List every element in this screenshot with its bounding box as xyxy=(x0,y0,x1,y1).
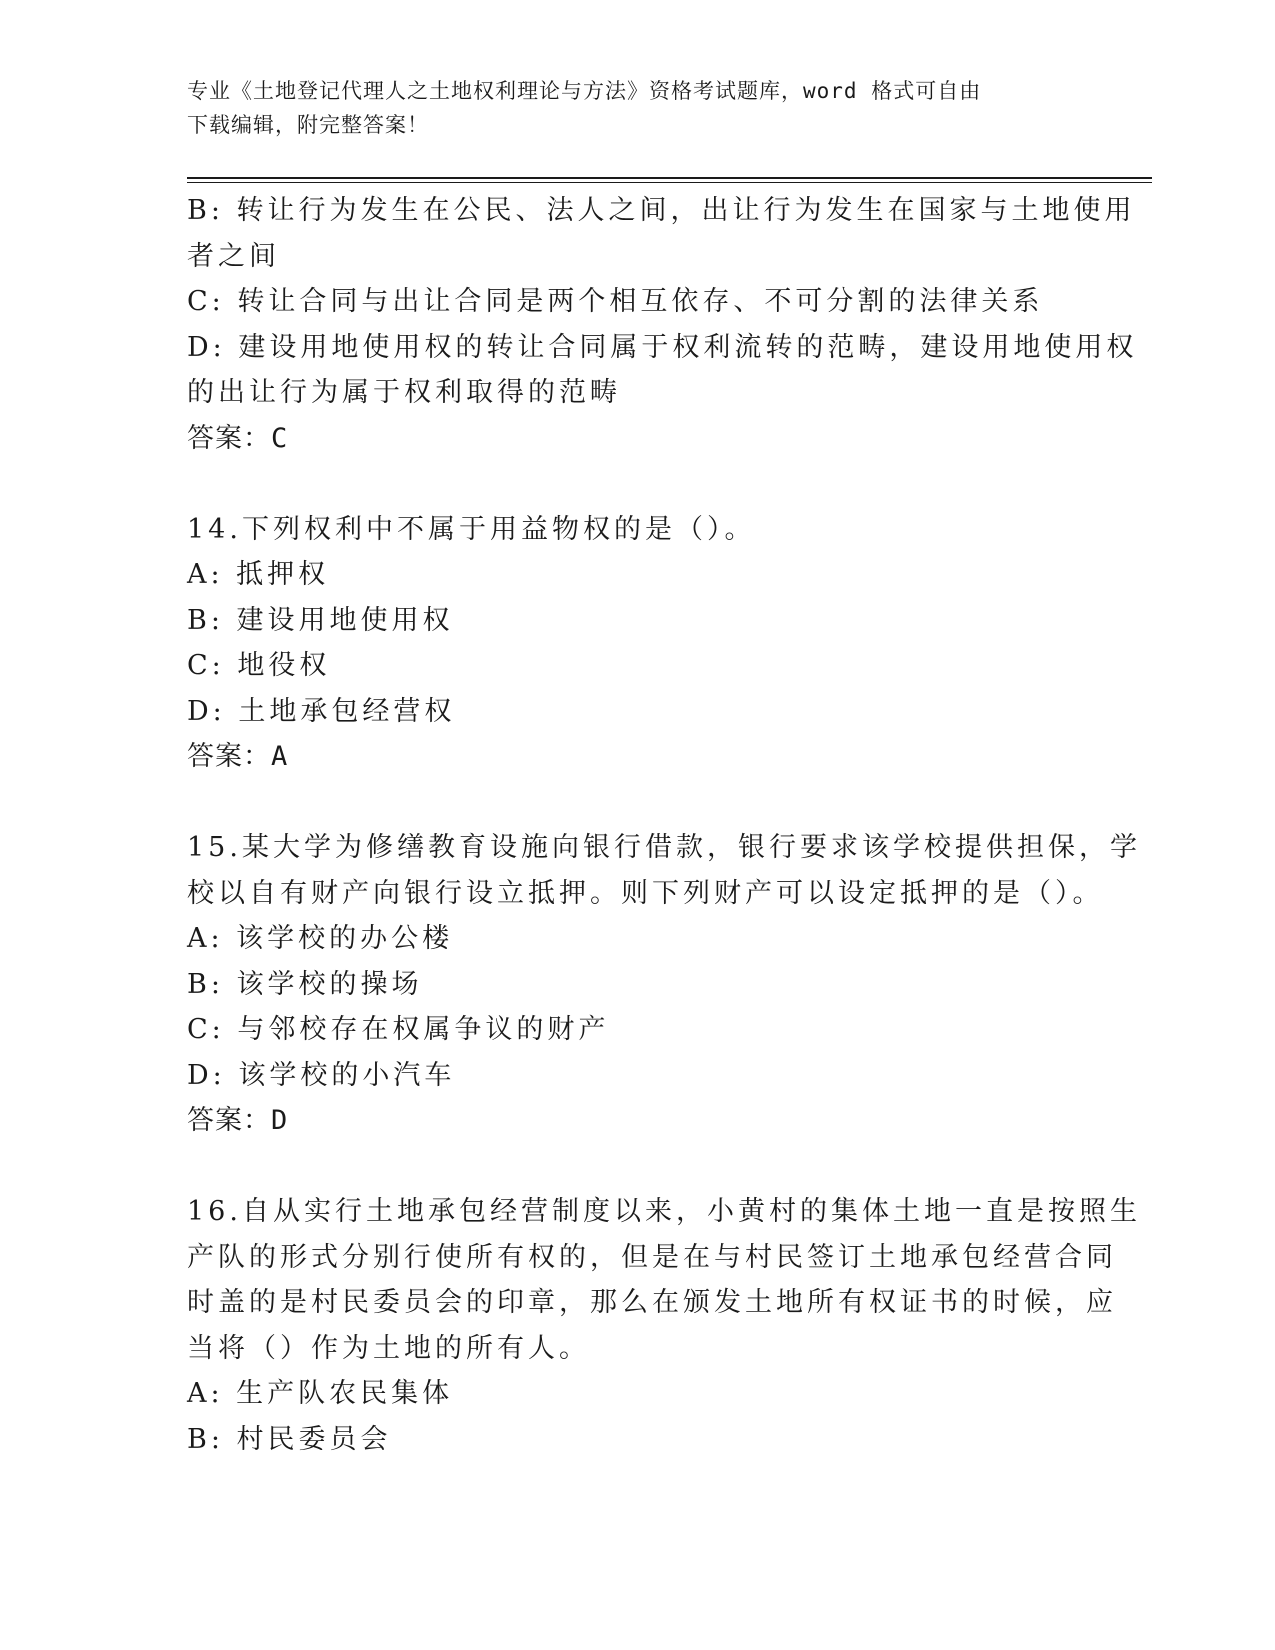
q15-option-b: B: 该学校的操场 xyxy=(187,968,423,1000)
header-divider-thick xyxy=(187,177,1152,179)
q13-option-b-line-1: B: 转让行为发生在公民、法人之间，出让行为发生在国家与土地使用 xyxy=(187,195,1136,226)
q16-option-a: A: 生产队农民集体 xyxy=(187,1378,454,1409)
q15-option-a: A: 该学校的办公楼 xyxy=(187,923,454,954)
q16-option-b: B: 村民委员会 xyxy=(187,1423,392,1455)
q14-option-d: D: 土地承包经营权 xyxy=(187,695,456,727)
question-16 xyxy=(187,1189,1141,1462)
q14-option-b: B: 建设用地使用权 xyxy=(187,604,454,636)
q16-stem-line-4: 当将（）作为土地的所有人。 xyxy=(187,1332,590,1364)
q15-stem-line-1: 15.某大学为修缮教育设施向银行借款，银行要求该学校提供担保，学 xyxy=(187,832,1141,863)
spacer xyxy=(187,1144,1087,1190)
q13-answer: 答案：C xyxy=(187,422,289,454)
q14-option-a: A: 抵押权 xyxy=(187,559,330,590)
q16-stem-line-3: 时盖的是村民委员会的印章，那么在颁发土地所有权证书的时候，应 xyxy=(187,1287,1117,1318)
spacer xyxy=(187,461,1087,507)
spacer xyxy=(187,780,1087,826)
q16-stem-line-1: 16.自从实行土地承包经营制度以来，小黄村的集体土地一直是按照生 xyxy=(187,1196,1141,1227)
q15-option-c: C: 与邻校存在权属争议的财产 xyxy=(187,1014,610,1045)
q13-option-c: C: 转让合同与出让合同是两个相互依存、不可分割的法律关系 xyxy=(187,286,1044,317)
question-list xyxy=(187,188,1141,1462)
q15-answer: 答案：D xyxy=(187,1105,289,1136)
header-line-2: 下载编辑，附完整答案！ xyxy=(187,113,429,137)
q16-stem-line-2: 产队的形式分别行使所有权的，但是在与村民签订土地承包经营合同 xyxy=(187,1241,1117,1273)
q15-option-d: D: 该学校的小汽车 xyxy=(187,1059,456,1091)
question-14 xyxy=(187,507,1087,780)
q14-option-c: C: 地役权 xyxy=(187,650,331,681)
q14-answer: 答案：A xyxy=(187,741,289,772)
header-line-1: 专业《土地登记代理人之土地权利理论与方法》资格考试题库，word 格式可自由 xyxy=(187,79,982,103)
q15-stem-line-2: 校以自有财产向银行设立抵押。则下列财产可以设定抵押的是（）。 xyxy=(187,877,1104,909)
question-13 xyxy=(187,188,1138,461)
question-15 xyxy=(187,825,1141,1144)
q13-option-d-line-2: 的出让行为属于权利取得的范畴 xyxy=(187,377,621,408)
document-header xyxy=(187,74,1067,142)
q13-option-b-line-2: 者之间 xyxy=(187,240,280,272)
q14-stem: 14.下列权利中不属于用益物权的是（）。 xyxy=(187,513,756,545)
q13-option-d-line-1: D: 建设用地使用权的转让合同属于权利流转的范畴，建设用地使用权 xyxy=(187,331,1138,363)
header-divider-thin xyxy=(187,182,1152,183)
